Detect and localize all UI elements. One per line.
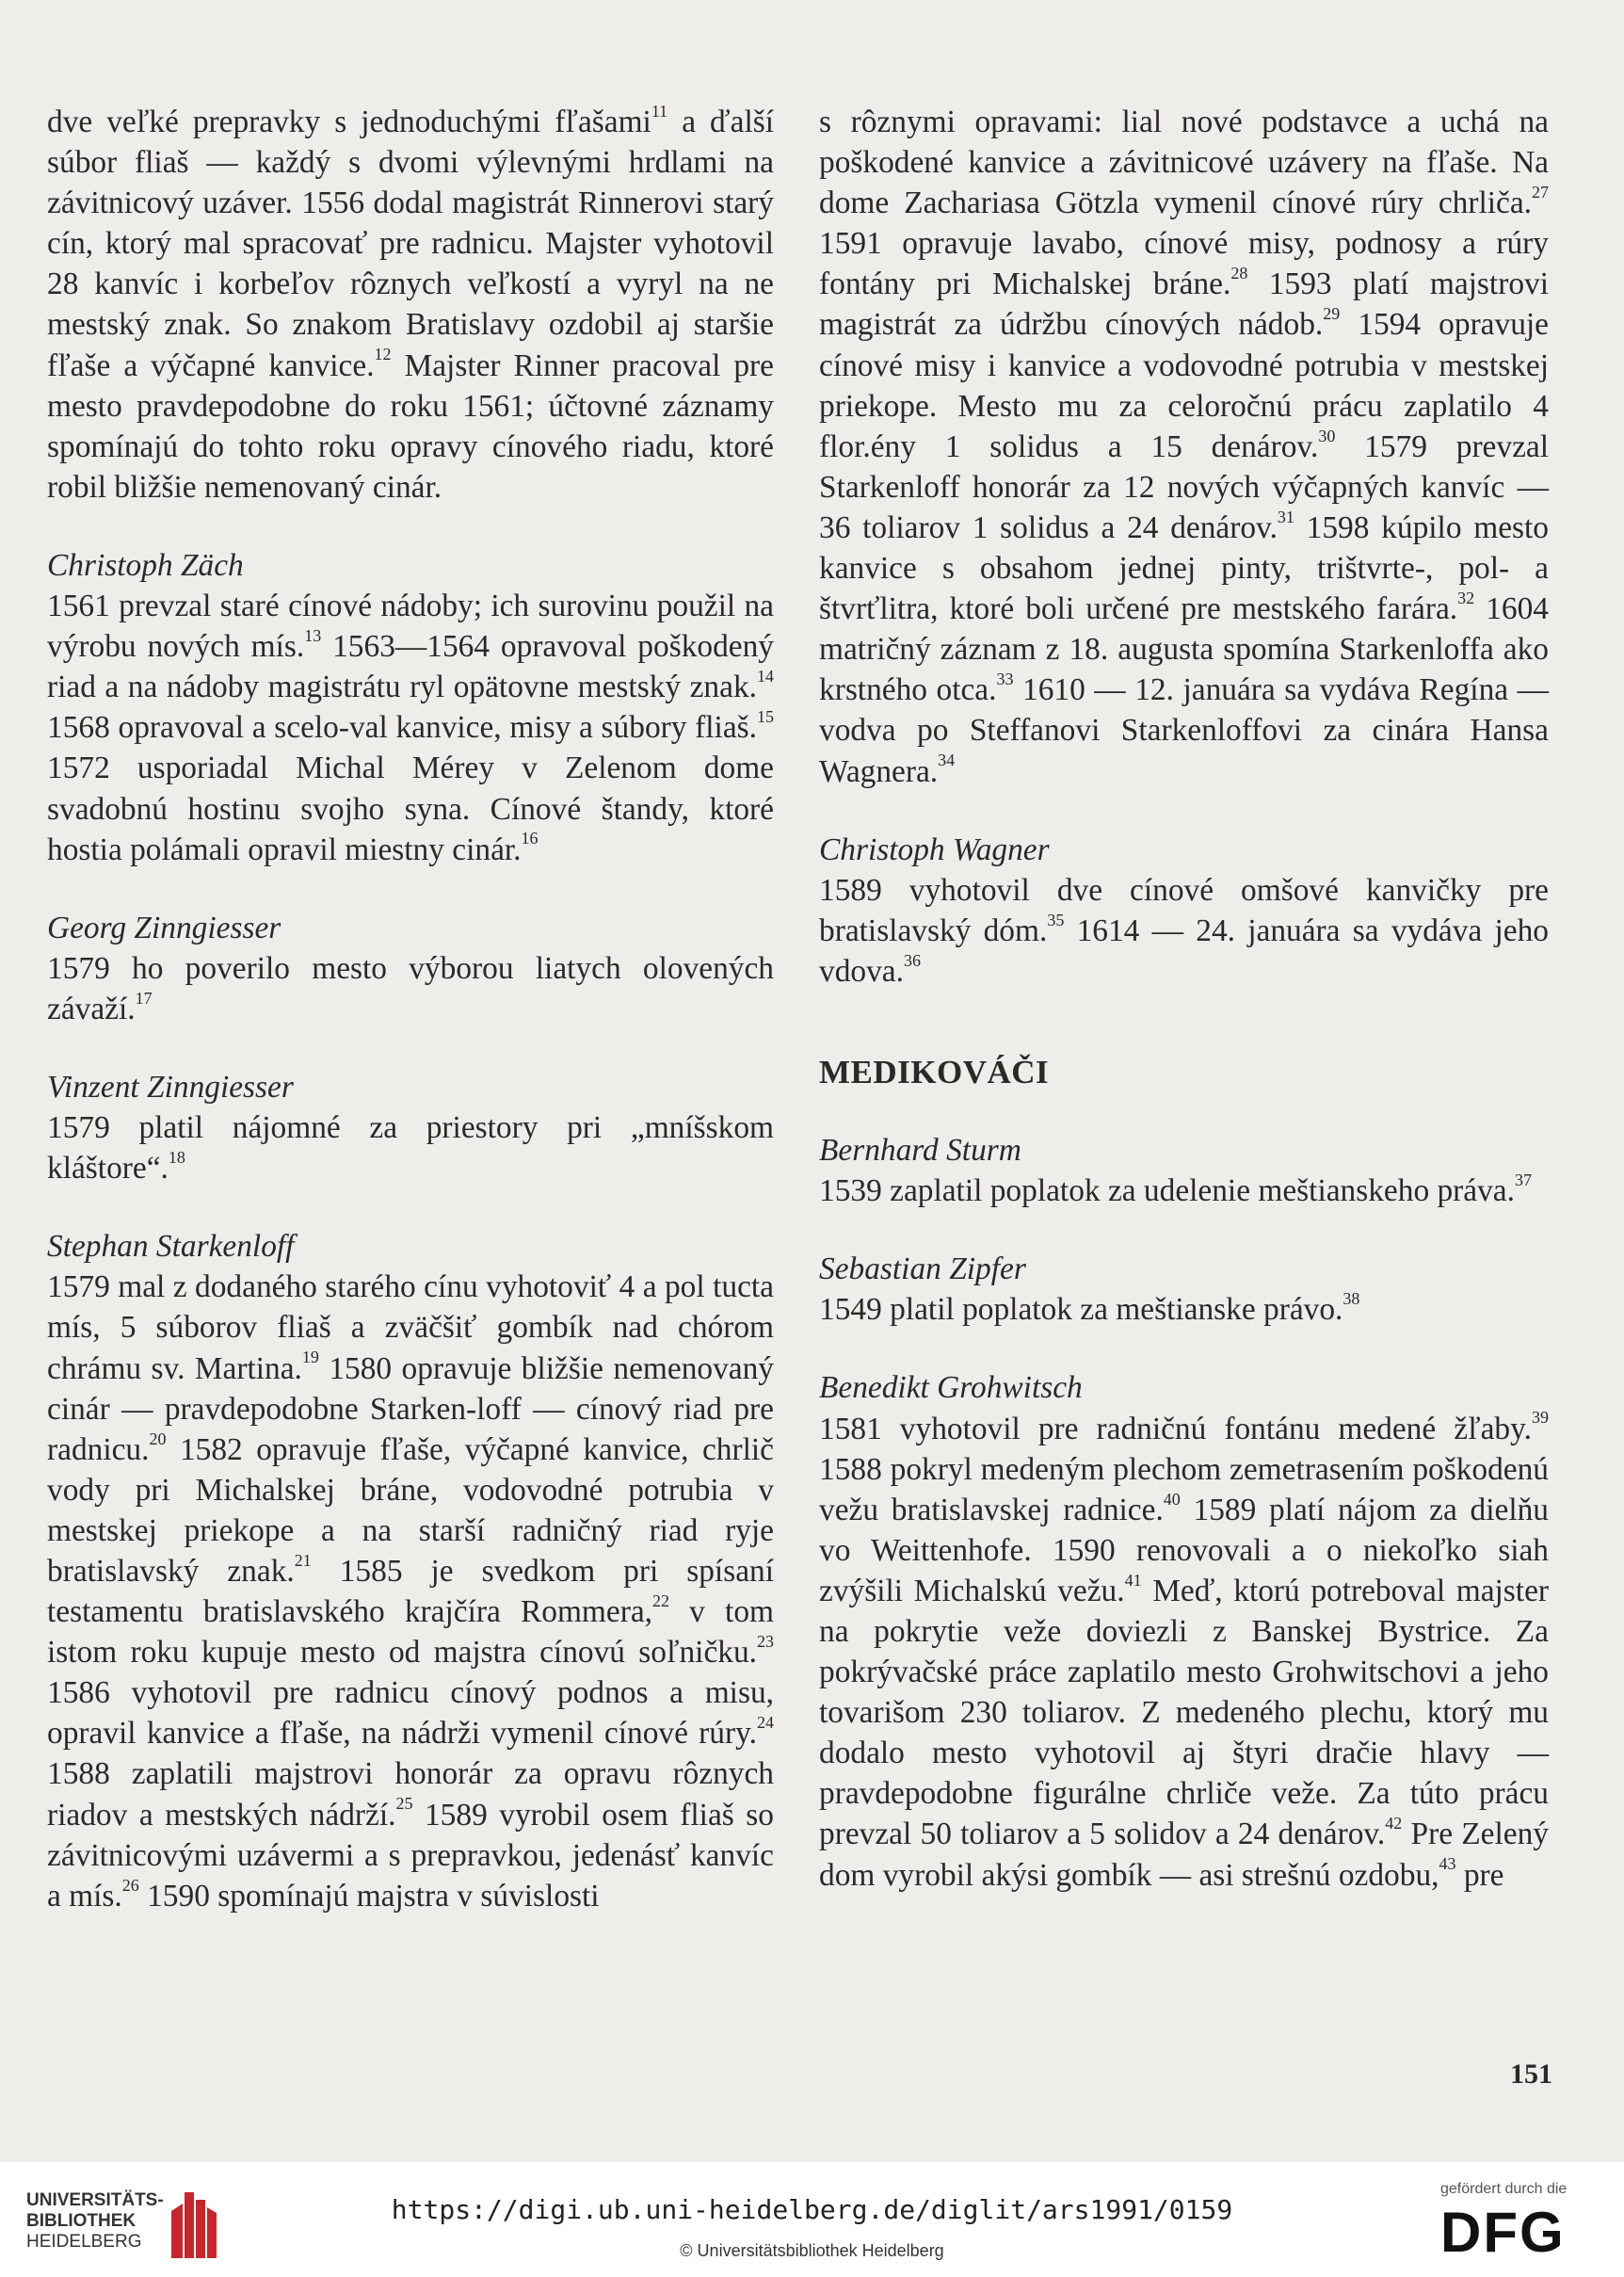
person-name: Vinzent Zinngiesser xyxy=(47,1069,294,1105)
text-run: 1598 kúpilo mesto kanvice s obsahom jednej pinty, trištvrte-, pol- a štvrťlitra, ktoré boli určené pre mestského farára. xyxy=(819,509,1550,627)
text-run: v tom istom roku kupuje mesto od majstra cínovú soľničku. xyxy=(47,1594,774,1671)
footnote-ref: 14 xyxy=(757,667,774,686)
person-name: Sebastian Zipfer xyxy=(819,1252,1026,1287)
footnote-ref: 25 xyxy=(395,1794,413,1814)
funding-note: gefördert durch die xyxy=(1440,2181,1568,2197)
document-url-link[interactable]: https://digi.ub.uni-heidelberg.de/diglit/ars1991/0159 xyxy=(391,2194,1233,2225)
footnote-ref: 28 xyxy=(1230,264,1248,283)
text-run: s rôznymi opravami: lial nové podstavce a uchá na poškodené kanvice a závitnicové uzávery na fľaše. Na dome Zachariasa Götzla vymenil cínové rúry chrliča. xyxy=(819,105,1549,221)
footnote-ref: 37 xyxy=(1514,1171,1532,1190)
paragraph xyxy=(819,1409,1549,1896)
footnote-ref: 29 xyxy=(1323,304,1341,324)
footnote-ref: 12 xyxy=(374,345,392,364)
section-heading: MEDIKOVÁČI xyxy=(819,1053,1050,1090)
text-run: 1589 vyrobil osem fliaš so závitnicovými uzávermi a s prepravkou, jedenásť kanvíc a mís. xyxy=(47,1797,774,1914)
text-run: 1589 vyhotovil dve cínové omšové kanvičky pre bratislavský dóm. xyxy=(819,872,1549,948)
paragraph xyxy=(47,1107,774,1188)
footnote-ref: 32 xyxy=(1457,589,1475,607)
text-run: 1563—1564 opravoval poškodený riad a na nádoby magistrátu ryl opätovne mestský znak. xyxy=(47,629,774,705)
paragraph xyxy=(47,102,774,508)
person-name: Benedikt Grohwitsch xyxy=(819,1370,1083,1406)
footnote-ref: 20 xyxy=(149,1429,167,1448)
dfg-logo[interactable]: DFG xyxy=(1440,2201,1566,2264)
logo-line: HEIDELBERG xyxy=(26,2232,142,2252)
footnote-ref: 38 xyxy=(1343,1289,1360,1309)
text-run: 1588 pokryl medeným plechom zemetrasením poškodenú vežu bratislavskej radnice. xyxy=(819,1451,1549,1527)
footer-bar xyxy=(0,2162,1624,2277)
paragraph xyxy=(47,1267,774,1916)
text-run: 1579 mal z dodaného starého cínu vyhotoviť 4 a pol tucta mís, 5 súborov fliaš a zväčšiť gombík nad chórom chrámu sv. Martina. xyxy=(47,1269,774,1386)
text-run: 1591 opravuje lavabo, cínové misy, podnosy a rúry fontány pri Michalskej bráne. xyxy=(819,226,1549,302)
text-run: 1586 vyhotovil pre radnicu cínový podnos a misu, opravil kanvice a fľaše, na nádrži vymenil cínové rúry. xyxy=(47,1675,774,1752)
text-run: pre xyxy=(1455,1857,1504,1893)
footnote-ref: 35 xyxy=(1047,910,1065,929)
text-run: 1589 platí nájom za dielňu vo Weittenhofe. 1590 renovovali a o niekoľko siah zvýšili Michalskú vežu. xyxy=(819,1492,1549,1608)
text-run: 1593 platí majstrovi magistrát za údržbu cínových nádob. xyxy=(819,266,1549,343)
text-run: 1590 spomínajú majstra v súvislosti xyxy=(138,1878,600,1914)
text-run: 1579 platil nájomné za priestory pri „mníšskom kláštore“. xyxy=(47,1110,774,1187)
logo-line: UNIVERSITÄTS- xyxy=(26,2190,164,2210)
footnote-ref: 43 xyxy=(1439,1854,1456,1874)
text-run: 1588 zaplatili majstrovi honorár za opravu rôznych riadov a mestských nádrží. xyxy=(47,1756,774,1833)
text-run: 1582 opravuje fľaše, výčapné kanvice, chrlič vody pri Michalskej bráne, vodovodné potrubia v mestskej priekope a na starší radničný riad ryje bratislavský znak. xyxy=(47,1431,774,1589)
paragraph xyxy=(47,948,774,1029)
footnote-ref: 39 xyxy=(1532,1408,1549,1428)
paragraph xyxy=(819,870,1549,992)
logo-line: BIBLIOTHEK xyxy=(26,2211,137,2231)
footnote-ref: 15 xyxy=(757,707,774,727)
footnote-ref: 27 xyxy=(1532,183,1549,202)
text-run: 1614 — 24. januára sa vydáva jeho vdova. xyxy=(819,912,1549,989)
person-name: Christoph Zäch xyxy=(47,547,244,583)
footnote-ref: 17 xyxy=(135,988,153,1008)
text-run: 1594 opravuje cínové misy i kanvice a vodovodné potrubia v mestskej priekope. Mesto mu za celoročnú prácu zaplatilo 4 flor.ény 1 solidus a 15 denárov. xyxy=(819,307,1549,464)
footnote-ref: 41 xyxy=(1124,1570,1142,1590)
paragraph xyxy=(47,586,774,870)
footnote-ref: 16 xyxy=(521,829,539,848)
text-run: Majster Rinner pracoval pre mesto pravdepodobne do roku 1561; účtovné záznamy spomínajú do tohto roku opravy cínového riadu, ktoré robil bližšie nemenovaný cinár. xyxy=(47,347,774,505)
paragraph xyxy=(819,1171,1549,1211)
left-column xyxy=(47,102,774,1916)
text-run: 1580 opravuje bližšie nemenovaný cinár — pravdepodobne Starken-loff — cínový riad pre radnicu. xyxy=(47,1350,774,1467)
right-column xyxy=(819,102,1549,1896)
footnote-ref: 23 xyxy=(757,1632,774,1652)
footnote-ref: 40 xyxy=(1163,1489,1181,1509)
text-run: 1568 opravoval a scelo-val kanvice, misy a súbory fliaš. xyxy=(47,710,757,746)
text-run: 1561 prevzal staré cínové nádoby; ich surovinu použil na výrobu nových mís. xyxy=(47,589,774,665)
person-name: Stephan Starkenloff xyxy=(47,1229,295,1265)
footnote-ref: 19 xyxy=(301,1348,319,1367)
footnote-ref: 21 xyxy=(294,1550,312,1570)
text-run: Meď, ktorú potreboval majster na pokrytie veže doviezli z Banskej Bystrice. Za pokrývačské práce zaplatilo mesto Grohwitschovi a jeho tovarišom 230 toliarov. Z medeného plechu, ktorý mu dodalo mesto vyhotovil aj štyri dračie hlavy — pravdepodobne figurálne chrliče veže. Za túto prácu prevzal 50 toliarov a 5 solidov a 24 denárov. xyxy=(819,1573,1550,1852)
text-run: dve veľké prepravky s jednoduchými fľašami xyxy=(47,105,651,139)
footnote-ref: 24 xyxy=(757,1713,774,1733)
text-run: 1572 usporiadal Michal Mérey v Zelenom dome svadobnú hostinu svojho syna. Cínové štandy, ktoré hostia polámali opravil miestny cinár. xyxy=(47,751,774,867)
footnote-ref: 36 xyxy=(903,950,921,970)
footnote-ref: 30 xyxy=(1318,426,1336,445)
text-run: Pre Zelený dom vyrobil akýsi gombík — asi strešnú ozdobu, xyxy=(819,1817,1549,1893)
footnote-ref: 42 xyxy=(1385,1814,1403,1833)
footnote-ref: 13 xyxy=(304,626,322,645)
footnote-ref: 31 xyxy=(1277,507,1294,526)
text-run: 1579 ho poverilo mesto výborou liatych olovených závaží. xyxy=(47,950,774,1026)
person-name: Bernhard Sturm xyxy=(819,1133,1021,1169)
text-run: 1585 je svedkom pri spísaní testamentu bratislavského krajčíra Rommera, xyxy=(47,1554,774,1630)
footnote-ref: 22 xyxy=(652,1591,670,1610)
paragraph xyxy=(819,1289,1549,1330)
footnote-ref: 11 xyxy=(651,101,668,121)
paragraph xyxy=(819,102,1549,792)
footnote-ref: 34 xyxy=(938,751,956,770)
text-run: 1581 vyhotovil pre radničnú fontánu medené žľaby. xyxy=(819,1411,1532,1446)
person-name: Christoph Wagner xyxy=(819,832,1050,867)
text-run: 1549 platil poplatok za meštianske právo. xyxy=(819,1292,1343,1328)
footnote-ref: 33 xyxy=(996,670,1014,689)
person-name: Georg Zinngiesser xyxy=(47,910,281,945)
footnote-ref: 26 xyxy=(121,1875,139,1895)
copyright-text: © Universitätsbibliothek Heidelberg xyxy=(680,2241,944,2260)
text-run: 1539 zaplatil poplatok za udelenie meštianskeho práva. xyxy=(819,1173,1515,1209)
text-run: 1610 — 12. januára sa vydáva Regína — vodva po Steffanovi Starkenloffovi za cinára Hansa Wagnera. xyxy=(819,672,1549,789)
footnote-ref: 18 xyxy=(168,1148,185,1168)
text-run: 1579 prevzal Starkenloff honorár za 12 nových výčapných kanvíc — 36 toliarov 1 solidus a 24 denárov. xyxy=(819,428,1549,545)
text-run: a ďalší súbor fliaš — každý s dvomi výlevnými hrdlami na závitnicový uzáver. 1556 dodal magistrát Rinnerovi starý cín, ktorý mal spracovať pre radnicu. Majster vyhotovil 28 kanvíc i korbeľov rôznych veľkostí a vyryl na ne mestský znak. So znakom Bratislavy ozdobil aj staršie fľaše a výčapné kanvice. xyxy=(47,105,774,383)
text-run: 1604 matričný záznam z 18. augusta spomína Starkenloffa ako krstného otca. xyxy=(819,591,1549,708)
page-number: 151 xyxy=(1510,2059,1552,2090)
